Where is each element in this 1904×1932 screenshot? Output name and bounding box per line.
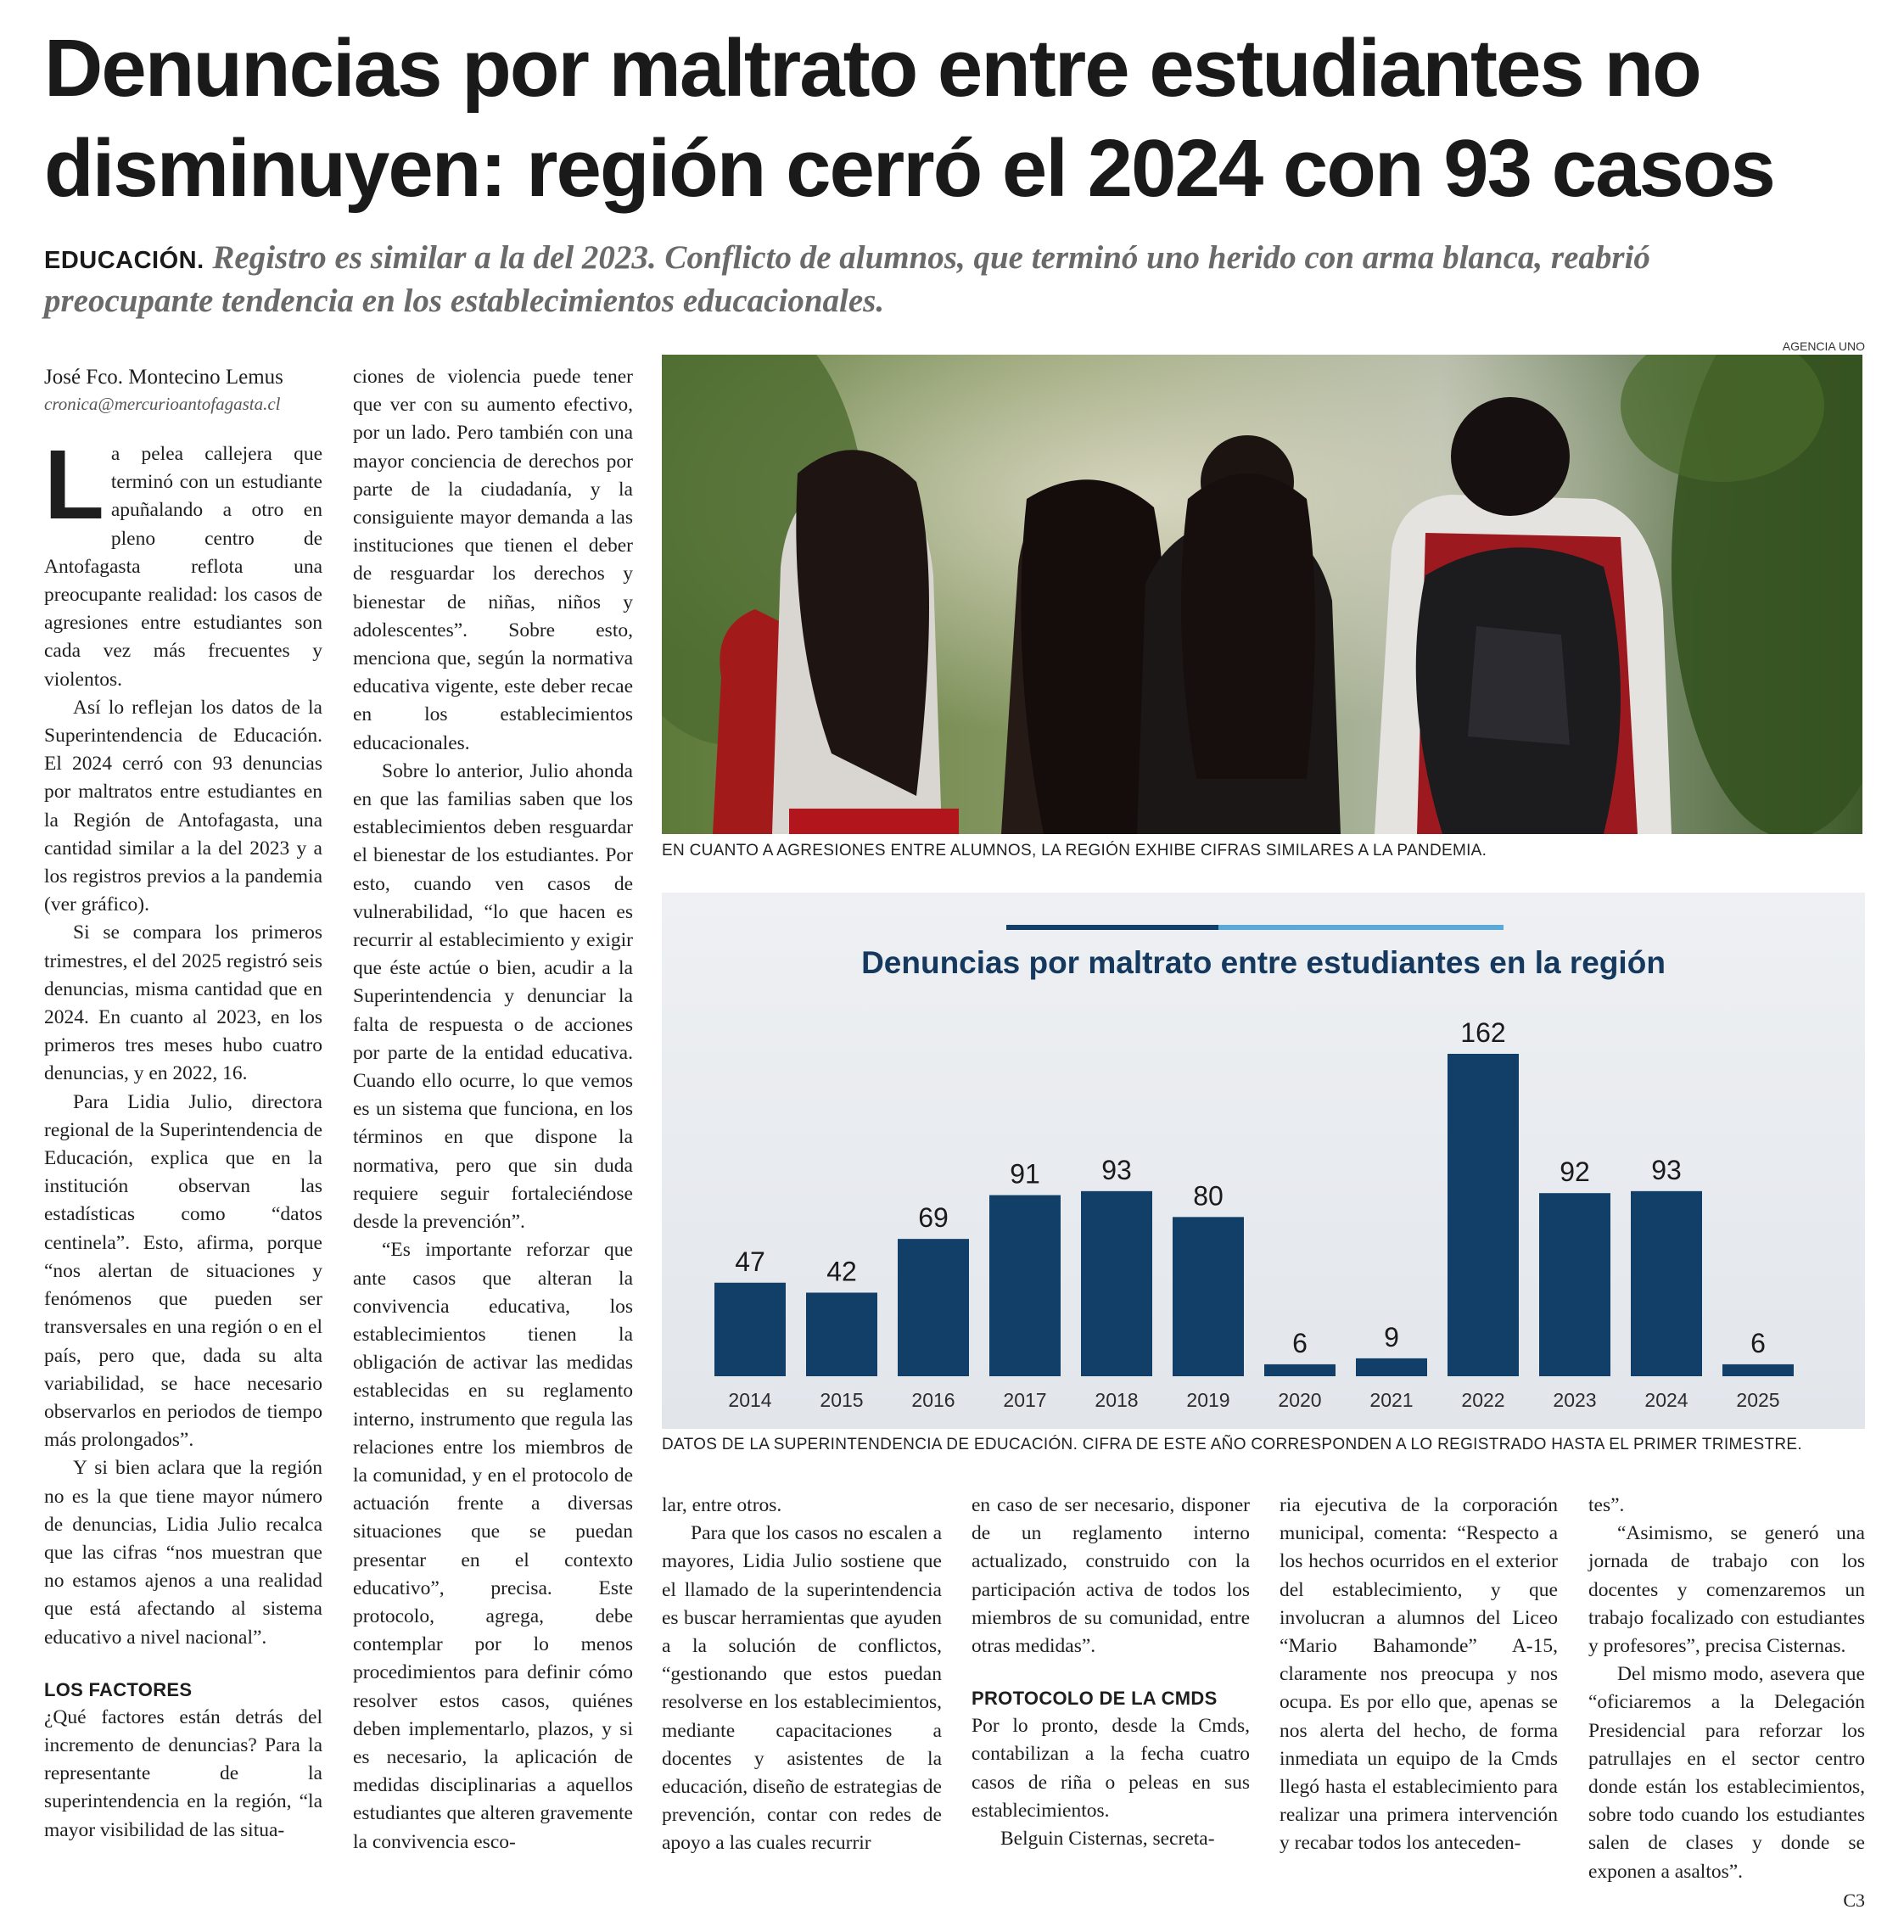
byline-author: José Fco. Montecino Lemus [44,366,283,389]
bar-2025 [1722,1364,1794,1376]
column-1 [44,363,322,1845]
paragraph: Y si bien aclara que la región no es la que tiene mayor número de denuncias, Lidia Julio recalca que las cifras “nos muestran que no estamos ajenos a una realidad que está afectando al sistema educativo a nivel nacional”. [44,1457,322,1649]
paragraph: Del mismo modo, asevera que “oficiaremos a la Delegación Presidencial para reforzar los patrullajes en el sector centro donde están los establecimientos, sobre todo cuando los estudiantes salen de clases y donde se exponen a asaltos”. [1588,1663,1865,1883]
value-label-2020: 6 [1292,1327,1308,1358]
section-kicker: EDUCACIÓN. [44,247,204,274]
category-label-2022: 2022 [1461,1389,1505,1411]
category-label-2019: 2019 [1186,1389,1230,1411]
students-photo-illustration [662,355,1862,834]
category-label-2018: 2018 [1095,1389,1139,1411]
value-label-2019: 80 [1193,1180,1224,1212]
value-label-2024: 93 [1651,1154,1682,1185]
category-label-2017: 2017 [1003,1389,1047,1411]
end-mark: C3 [1843,1889,1865,1911]
value-label-2021: 9 [1384,1321,1399,1352]
dropcap: L [44,429,104,540]
category-label-2015: 2015 [820,1389,864,1411]
paragraph: Por lo pronto, desde la Cmds, contabilizan a la fecha cuatro casos de riña o peleas en sus establecimientos. [972,1715,1250,1822]
category-label-2014: 2014 [728,1389,772,1411]
column-5 [1280,1492,1558,1858]
paragraph: ciones de violencia puede tener que ver con su aumento efectivo, por un lado. Pero también con una mayor conciencia de derechos por parte de la ciudadanía, y la consiguiente mayor demanda a las instituciones que tienen el deber de resguardar los derechos y bienestar de niñas, niños y adolescentes”. Sobre esto, menciona que, según la normativa educativa vigente, este deber recae en los establecimientos educacionales. [353,366,633,754]
lead-paragraph [44,429,322,694]
paragraph: Si se compara los primeros trimestres, el del 2025 registró seis denuncias, misma cantidad que en 2024. En cuanto al 2023, en los primeros tres meses hubo cuatro denuncias, y en 2022, 16. [44,921,322,1085]
value-label-2014: 47 [735,1246,765,1277]
paragraph: Belguin Cisternas, secreta- [1000,1828,1215,1851]
news-photo [662,355,1862,834]
paragraph: Así lo reflejan los datos de la Superintendencia de Educación. El 2024 cerró con 93 denuncias por maltratos entre estudiantes en la Región de Antofagasta, una cantidad similar a la del 2023 y a los registros previos a la pandemia (ver gráfico). [44,696,322,916]
value-label-2017: 91 [1010,1158,1040,1190]
paragraph: ria ejecutiva de la corporación municipal, comenta: “Respecto a los hechos ocurridos en el exterior del establecimiento, y que involucran a alumnos del Liceo “Mario Bahamonde” A-15, claramente nos preocupa y nos ocupa. Es por ello que, apenas se nos alerta del hecho, de forma inmediata un equipo de la Cmds llegó hasta el establecimiento para realizar una primera intervención y recabar todos los anteceden- [1280,1494,1558,1855]
value-label-2025: 6 [1750,1327,1766,1358]
lead-text: a pelea callejera que terminó con un estudiante apuñalando a otro en pleno centro de Antofagasta reflota una preocupante realidad: los casos de agresiones entre estudiantes son cada vez más frecuentes y violentos. [44,443,322,691]
paragraph: lar, entre otros. [662,1494,782,1516]
bar-2024 [1631,1191,1702,1376]
bar-2016 [898,1239,969,1376]
headline: Denuncias por maltrato entre estudiantes no disminuyen: región cerró el 2024 con 93 casos [44,23,1774,214]
paragraph: Sobre lo anterior, Julio ahonda en que las familias saben que los establecimientos deben resguardar el bienestar de los estudiantes. Por esto, cuando ven casos de vulnerabilidad, “lo que hacen es recurrir al establecimiento y exigir que éste actúe o bien, acudir a la Superintendencia y denunciar la falta de respuesta o de acciones por parte de la entidad educativa. Cuando ello ocurre, lo que vemos es un sistema que funciona, en los términos en que dispone la normativa, pero que sin duda requiere seguir fortaleciéndose desde la prevención”. [353,759,633,1234]
deck-text: Registro es similar a la del 2023. Conflicto de alumnos, que terminó uno herido con arma blanca, reabrió preocupante tendencia en los establecimientos educacionales. [44,239,1650,319]
category-label-2025: 2025 [1736,1389,1780,1411]
bar-2023 [1539,1193,1610,1376]
category-label-2021: 2021 [1369,1389,1414,1411]
bar-2018 [1081,1191,1152,1376]
photo-caption: EN CUANTO A AGRESIONES ENTRE ALUMNOS, LA REGIÓN EXHIBE CIFRAS SIMILARES A LA PANDEMIA. [662,842,1487,860]
value-label-2023: 92 [1560,1156,1590,1188]
column-4 [972,1492,1250,1853]
paragraph: Para que los casos no escalen a mayores, Lidia Julio sostiene que el llamado de la superintendencia es buscar herramientas que ayuden a la solución de conflictos, “gestionando que estos puedan resolverse en los establecimientos, mediante capacitaciones a docentes y asistentes de la educación, diseño de estrategias de prevención, contar con redes de apoyo a las cuales recurrir [662,1522,942,1855]
paragraph: “Es importante reforzar que ante casos que alteran la convivencia educativa, los establecimientos tienen la obligación de activar las medidas establecidas en su reglamento interno, instrumento que regula las relaciones entre los miembros de la comunidad, y en el protocolo de actuación frente a diversas situaciones que se puedan presentar en el contexto educativo”, precisa. Este protocolo, agrega, debe contemplar por lo menos procedimientos para definir cómo resolver estos casos, quiénes deben implementarlo, plazos, y si es necesario, la aplicación de medidas disciplinarias a aquellos estudiantes que alteren gravemente la convivencia esco- [353,1239,633,1853]
bar-2021 [1356,1358,1427,1376]
paragraph: “Asimismo, se generó una jornada de trabajo con los docentes y comenzaremos un trabajo focalizado con estudiantes y profesores”, precisa Cisternas. [1588,1522,1865,1658]
column-2 [353,363,633,1856]
subhead-factores: LOS FACTORES [44,1678,193,1700]
category-label-2020: 2020 [1278,1389,1322,1411]
bar-2022 [1448,1054,1519,1376]
category-label-2024: 2024 [1644,1389,1688,1411]
value-label-2016: 69 [918,1202,949,1234]
bar-2014 [714,1283,786,1376]
photo-credit: AGENCIA UNO [1782,339,1865,353]
subhead-protocolo: PROTOCOLO DE LA CMDS [972,1688,1218,1710]
paragraph: Para Lidia Julio, directora regional de la Superintendencia de Educación, explica que en la institución observan las estadísticas como “datos centinela”. Esto, afirma, porque “nos alertan de situaciones y fenómenos que pueden ser transversales en una región o en el país, pero que, dada su alta variabilidad, se hace necesario observarlos en periodos de tiempo más prolongados”. [44,1090,322,1452]
bar-chart [662,893,1865,1429]
column-3 [662,1492,942,1858]
column-6 [1588,1492,1865,1915]
paragraph: en caso de ser necesario, disponer de un reglamento interno actualizado, construido con la participación activa de todos los miembros de su comunidad, entre otras medidas”. [972,1494,1250,1658]
category-label-2023: 2023 [1553,1389,1597,1411]
paragraph: ¿Qué factores están detrás del incremento de denuncias? Para la representante de la superintendencia en la región, “la mayor visibilidad de las situa- [44,1705,322,1841]
category-label-2016: 2016 [911,1389,955,1411]
chart-title: Denuncias por maltrato entre estudiantes en la región [861,945,1666,980]
bar-2015 [806,1292,877,1376]
end-mark-wrap [1588,1886,1865,1915]
value-label-2018: 93 [1101,1154,1132,1185]
bar-2019 [1173,1217,1244,1376]
value-label-2022: 162 [1460,1017,1506,1048]
value-label-2015: 42 [826,1256,857,1287]
paragraph: tes”. [1588,1494,1625,1516]
chart-plot [662,893,1865,1429]
chart-caption: DATOS DE LA SUPERINTENDENCIA DE EDUCACIÓN. CIFRA DE ESTE AÑO CORRESPONDEN A LO REGISTRADO HASTA EL PRIMER TRIMESTRE. [662,1436,1802,1453]
bar-2020 [1264,1364,1336,1376]
bar-2017 [989,1196,1061,1376]
deck [44,238,1826,321]
byline-email[interactable]: cronica@mercurioantofagasta.cl [44,394,281,414]
